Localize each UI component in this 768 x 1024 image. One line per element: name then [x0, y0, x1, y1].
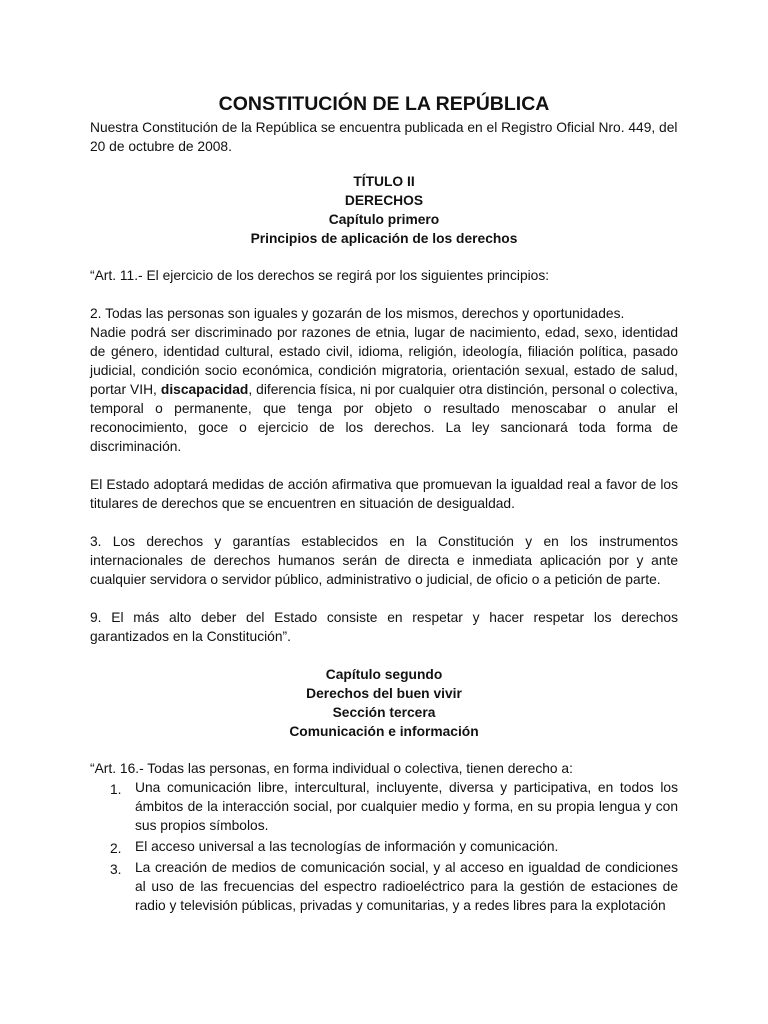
- heading-comunicacion: Comunicación e información: [289, 724, 479, 739]
- art11-item2-text-a: Nadie podrá ser discriminado por razones de etnia, lugar de nacimiento, edad, sexo, identidad de género, identidad cultural, estado civil, idioma, religión, ideología, filiación política, pasado judicial, condición socio económica, condición migratoria, orientación sexual, estado de salud, portar VIH,: [90, 325, 678, 397]
- heading-titulo: TÍTULO II: [353, 174, 415, 189]
- list-item: [90, 778, 678, 835]
- art16-list: [90, 778, 678, 915]
- list-item-text: La creación de medios de comunicación social, y al acceso en igualdad de condiciones al uso de las frecuencias del espectro radioeléctrico para la gestión de estaciones de radio y televisión públicas, privadas y comunitarias, y a redes libres para la explotación: [135, 860, 678, 913]
- art11-estado-paragraph: El Estado adoptará medidas de acción afirmativa que promuevan la igualdad real a favor de los titulares de derechos que se encuentren en situación de desigualdad.: [90, 477, 678, 511]
- list-item-text: El acceso universal a las tecnologías de información y comunicación.: [135, 839, 559, 854]
- document-page: [90, 92, 678, 917]
- list-item-number: 2.: [110, 841, 122, 856]
- document-title: CONSTITUCIÓN DE LA REPÚBLICA: [218, 93, 550, 115]
- art11-item2-body: [90, 323, 678, 456]
- heading-buen-vivir: Derechos del buen vivir: [306, 686, 462, 701]
- intro-paragraph: Nuestra Constitución de la República se encuentra publicada en el Registro Oficial Nro. 449, del 20 de octubre de 2008.: [90, 120, 678, 154]
- art16-intro: “Art. 16.- Todas las personas, en forma individual o colectiva, tienen derecho a:: [90, 761, 573, 776]
- heading-capitulo-segundo: Capítulo segundo: [325, 667, 443, 682]
- list-item-text: Una comunicación libre, intercultural, incluyente, diversa y participativa, en todos los ámbitos de la interacción social, por cualquier medio y forma, en su propia lengua y con sus propios símbolos.: [135, 780, 678, 833]
- list-item: [90, 858, 678, 915]
- art11-item3: 3. Los derechos y garantías establecidos en la Constitución y en los instrumentos internacionales de derechos humanos serán de directa e inmediata aplicación por y ante cualquier servidora o servidor público, administrativo o judicial, de oficio o a petición de parte.: [90, 534, 678, 587]
- art11-item2-text-b: , diferencia física, ni por cualquier otra distinción, personal o colectiva, temporal o permanente, que tenga por objeto o resultado menoscabar o anular el reconocimiento, goce o ejercicio de los derechos. La ley sancionará toda forma de discriminación.: [90, 382, 678, 454]
- art11-item2-first: 2. Todas las personas son iguales y gozarán de los mismos, derechos y oportunidades.: [90, 306, 625, 321]
- art11-intro: “Art. 11.- El ejercicio de los derechos se regirá por los siguientes principios:: [90, 268, 550, 283]
- list-item: [90, 837, 678, 856]
- heading-derechos: DERECHOS: [344, 193, 424, 208]
- art11-item2-bold-term: discapacidad: [160, 382, 249, 397]
- heading-capitulo: Capítulo primero: [328, 212, 440, 227]
- heading-principios: Principios de aplicación de los derechos: [250, 231, 518, 246]
- section-heading-titulo-ii: [90, 172, 678, 248]
- list-item-number: 1.: [110, 782, 122, 797]
- heading-seccion-tercera: Sección tercera: [332, 705, 436, 720]
- section-heading-capitulo-segundo: [90, 665, 678, 741]
- list-item-number: 3.: [110, 862, 122, 877]
- art11-item9: 9. El más alto deber del Estado consiste en respetar y hacer respetar los derechos garantizados en la Constitución”.: [90, 610, 678, 644]
